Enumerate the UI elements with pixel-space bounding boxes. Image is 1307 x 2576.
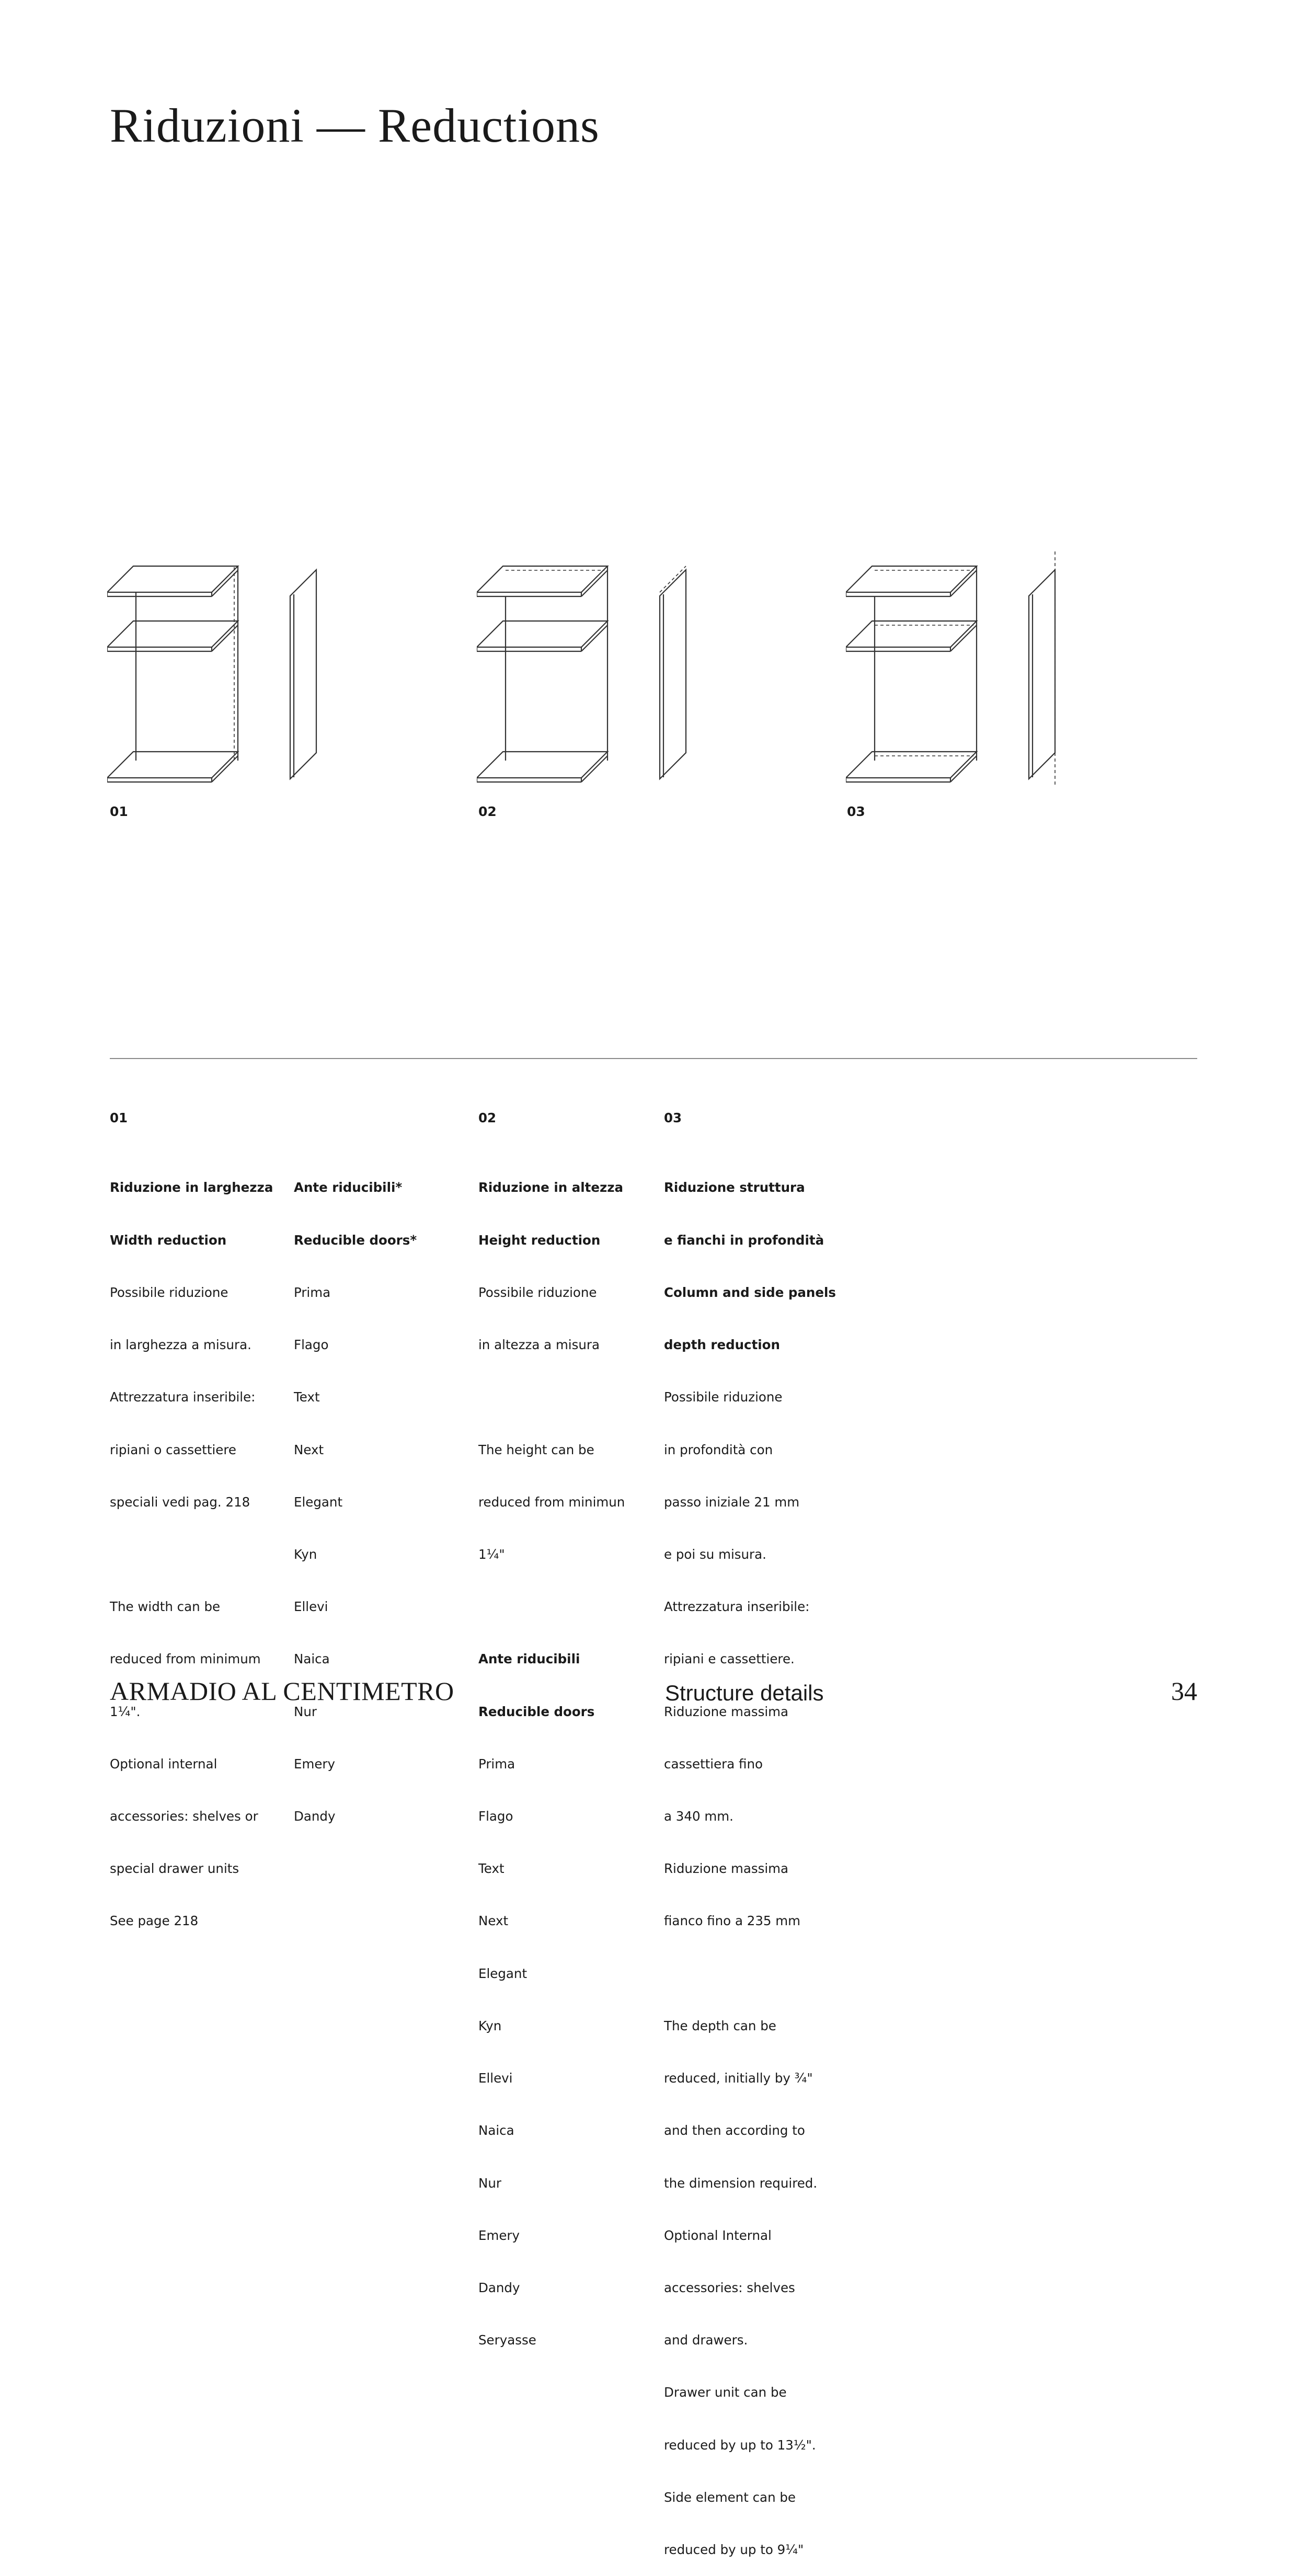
body-line: accessories: shelves or: [110, 1809, 258, 1824]
door-item: Naica: [294, 1651, 330, 1667]
column-height-reduction: [478, 1074, 625, 2366]
door-item: Emery: [294, 1756, 335, 1772]
body-line: Optional Internal: [664, 2227, 772, 2243]
heading-en: Width reduction: [110, 1232, 227, 1248]
door-item: Kyn: [478, 2018, 502, 2033]
heading-it: Riduzione in larghezza: [110, 1180, 273, 1195]
body-line: See page 218: [110, 1913, 199, 1929]
heading-it: Ante riducibili*: [294, 1180, 403, 1195]
door-item: Flago: [294, 1337, 329, 1353]
door-item: Ellevi: [478, 2071, 513, 2086]
door-item: Nur: [478, 2175, 501, 2191]
door-item: Dandy: [294, 1809, 336, 1824]
body-line: special drawer units: [110, 1861, 239, 1877]
door-item: Elegant: [294, 1494, 343, 1510]
body-line: fianco fino a 235 mm: [664, 1913, 801, 1929]
door-item: Flago: [478, 1809, 513, 1824]
body-line: and drawers.: [664, 2332, 748, 2348]
footer-section-title: Structure details: [665, 1681, 824, 1705]
page-title: Riduzioni — Reductions: [110, 99, 600, 152]
figure-label-01: 01: [110, 804, 128, 819]
body-line: Riduzione massima: [664, 1861, 789, 1877]
body-line: Optional internal: [110, 1756, 217, 1772]
heading-it: Riduzione struttura: [664, 1180, 805, 1195]
body-line: in altezza a misura: [478, 1337, 600, 1353]
body-line: ripiani o cassettiere: [110, 1442, 236, 1457]
door-item: Ellevi: [294, 1599, 328, 1615]
body-line: 1¼": [478, 1546, 505, 1562]
body-line: e poi su misura.: [664, 1546, 766, 1562]
body-line: Attrezzatura inseribile:: [110, 1389, 256, 1405]
body-line: ripiani e cassettiere.: [664, 1651, 795, 1667]
door-item: Text: [478, 1861, 505, 1877]
body-line: The height can be: [478, 1442, 594, 1457]
body-line: Attrezzatura inseribile:: [664, 1599, 810, 1615]
column-number: 02: [478, 1110, 497, 1125]
body-line: Possibile riduzione: [478, 1284, 597, 1300]
column-reducible-doors: [294, 1074, 417, 1843]
body-line: reduced by up to 9¼": [664, 2542, 804, 2558]
page-number: 34: [1171, 1676, 1197, 1706]
column-number: 01: [110, 1110, 128, 1125]
body-line: The width can be: [110, 1599, 221, 1615]
door-item: Prima: [478, 1756, 515, 1772]
column-number: 03: [664, 1110, 682, 1125]
heading-it: e fianchi in profondità: [664, 1232, 824, 1248]
door-item: Seryasse: [478, 2332, 536, 2348]
body-line: Side element can be: [664, 2489, 796, 2505]
body-line: reduced, initially by ¾": [664, 2071, 813, 2086]
figure-label-03: 03: [847, 804, 865, 819]
body-line: reduced by up to 13½".: [664, 2437, 816, 2453]
body-line: passo iniziale 21 mm: [664, 1494, 800, 1510]
footer-brand: ARMADIO AL CENTIMETRO: [110, 1676, 454, 1706]
body-line: Drawer unit can be: [664, 2385, 787, 2400]
heading-en: depth reduction: [664, 1337, 780, 1353]
door-item: Next: [478, 1913, 509, 1929]
door-item: Emery: [478, 2227, 520, 2243]
body-line: the dimension required.: [664, 2175, 818, 2191]
door-item: Text: [294, 1389, 320, 1405]
door-item: Prima: [294, 1284, 331, 1300]
height-reduction-drawing: [477, 551, 696, 792]
body-line: 1¼".: [110, 1704, 141, 1719]
body-line: in larghezza a misura.: [110, 1337, 251, 1353]
door-item: Dandy: [478, 2280, 520, 2295]
body-line: The depth can be: [664, 2018, 776, 2033]
doors-heading-en: Reducible doors: [478, 1704, 595, 1719]
body-line: reduced from minimun: [478, 1494, 625, 1510]
section-divider: [110, 1058, 1197, 1059]
door-item: Elegant: [478, 1965, 528, 1981]
heading-it: Riduzione in altezza: [478, 1180, 624, 1195]
body-line: in profondità con: [664, 1442, 773, 1457]
body-line: speciali vedi pag. 218: [110, 1494, 250, 1510]
heading-en: Column and side panels: [664, 1284, 836, 1300]
body-line: a 340 mm.: [664, 1809, 733, 1824]
body-line: reduced from minimum: [110, 1651, 261, 1667]
door-item: Nur: [294, 1704, 317, 1719]
door-item: Naica: [478, 2123, 514, 2138]
depth-reduction-drawing: [846, 551, 1065, 792]
door-item: Next: [294, 1442, 324, 1457]
body-line: accessories: shelves: [664, 2280, 795, 2295]
body-line: Riduzione massima: [664, 1704, 789, 1719]
heading-en: Reducible doors*: [294, 1232, 417, 1248]
body-line: Possibile riduzione: [664, 1389, 783, 1405]
body-line: Possibile riduzione: [110, 1284, 228, 1300]
heading-en: Height reduction: [478, 1232, 601, 1248]
column-width-reduction: [110, 1074, 273, 1947]
column-depth-reduction: [664, 1074, 836, 2576]
body-line: cassettiera fino: [664, 1756, 763, 1772]
body-line: and then according to: [664, 2123, 805, 2138]
figure-label-02: 02: [478, 804, 497, 819]
doors-heading-it: Ante riducibili: [478, 1651, 580, 1667]
width-reduction-drawing: [107, 551, 327, 792]
door-item: Kyn: [294, 1546, 317, 1562]
